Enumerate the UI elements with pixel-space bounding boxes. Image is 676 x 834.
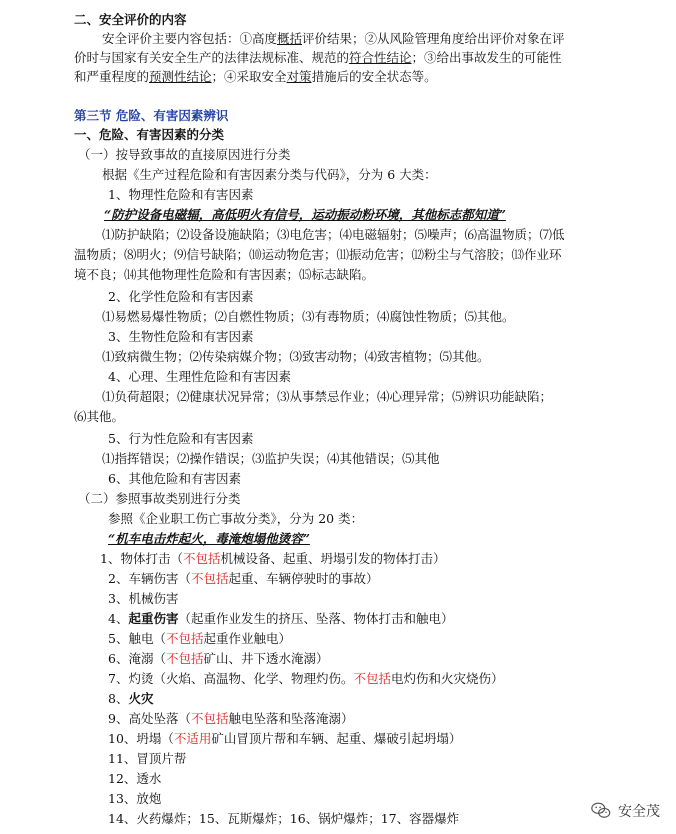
list-item: 13、放炮 xyxy=(108,791,162,806)
list-text: ⑴易燃易爆性物质；⑵自燃性物质；⑶有毒物质；⑷腐蚀性物质；⑸其他。 xyxy=(102,309,515,324)
list-item: 12、透水 xyxy=(108,771,162,786)
intro-text: 参照《企业职工伤亡事故分类》，分为 20 类： xyxy=(108,511,364,526)
list-text: ⑴指挥错误；⑵操作错误；⑶监护失误；⑷其他错误；⑸其他 xyxy=(102,451,440,466)
list-item: 11、冒顶片帮 xyxy=(108,751,187,766)
list-text: ⑴防护缺陷；⑵设备设施缺陷；⑶电危害；⑷电磁辐射；⑸噪声；⑹高温物质；⑺低 xyxy=(102,227,565,242)
section-heading: 二、安全评价的内容 xyxy=(74,12,187,27)
list-item: 6、淹溺（不包括矿山、井下透水淹溺） xyxy=(108,651,329,666)
list-text: ⑹其他。 xyxy=(74,409,125,424)
list-item: 14、火药爆炸；15、瓦斯爆炸；16、锅炉爆炸；17、容器爆炸 xyxy=(108,811,460,826)
category-heading: 3、生物性危险和有害因素 xyxy=(108,329,254,344)
list-item: 5、触电（不包括起重作业触电） xyxy=(108,631,291,646)
category-heading: 6、其他危险和有害因素 xyxy=(108,471,241,486)
subsection-heading: （二）参照事故类别进行分类 xyxy=(78,491,241,506)
list-text: ⑴负荷超限；⑵健康状况异常；⑶从事禁忌作业；⑷心理异常；⑸辨识功能缺陷； xyxy=(102,389,553,404)
section-heading: 一、危险、有害因素的分类 xyxy=(74,127,225,142)
list-item: 1、物体打击（不包括机械设备、起重、坍塌引发的物体打击） xyxy=(100,551,446,566)
list-item: 3、机械伤害 xyxy=(108,591,179,606)
list-item: 4、起重伤害（起重作业发生的挤压、坠落、物体打击和触电） xyxy=(108,611,454,626)
watermark xyxy=(590,800,660,822)
mnemonic: “机车电击炸起火，毒淹炮塌他烫容” xyxy=(108,531,310,546)
category-heading: 4、心理、生理性危险和有害因素 xyxy=(108,369,291,384)
category-heading: 5、行为性危险和有害因素 xyxy=(108,431,254,446)
list-item: 9、高处坠落（不包括触电坠落和坠落淹溺） xyxy=(108,711,354,726)
list-item: 2、车辆伤害（不包括起重、车辆停驶时的事故） xyxy=(108,571,379,586)
paragraph-line: 和严重程度的预测性结论；④采取安全对策措施后的安全状态等。 xyxy=(74,69,437,84)
mnemonic: “防护设备电磁辐，高低明火有信号，运动振动粉环境，其他标志都知道” xyxy=(104,207,506,222)
list-item: 7、灼烫（火焰、高温物、化学、物理灼伤。不包括电灼伤和火灾烧伤） xyxy=(108,671,504,686)
paragraph-line: 价时与国家有关安全生产的法律法规标准、规范的符合性结论；③给出事故发生的可能性 xyxy=(74,50,562,65)
list-item: 10、坍塌（不适用矿山冒顶片帮和车辆、起重、爆破引起坍塌） xyxy=(108,731,462,746)
category-heading: 2、化学性危险和有害因素 xyxy=(108,289,254,304)
chapter-heading: 第三节 危险、有害因素辨识 xyxy=(74,108,229,123)
list-text: 境不良；⒁其他物理性危险和有害因素；⒂标志缺陷。 xyxy=(74,267,375,282)
intro-text: 根据《生产过程危险和有害因素分类与代码》，分为 6 大类： xyxy=(102,167,437,182)
list-text: 温物质；⑻明火；⑼信号缺陷；⑽运动物危害；⑾振动危害；⑿粉尘与气溶胶；⒀作业环 xyxy=(74,247,562,262)
paragraph-line: 安全评价主要内容包括：①高度概括评价结果；②从风险管理角度给出评价对象在评 xyxy=(102,31,565,46)
list-text: ⑴致病微生物；⑵传染病媒介物；⑶致害动物；⑷致害植物；⑸其他。 xyxy=(102,349,490,364)
category-heading: 1、物理性危险和有害因素 xyxy=(108,187,254,202)
watermark-text: 安全茂 xyxy=(618,804,660,820)
subsection-heading: （一）按导致事故的直接原因进行分类 xyxy=(78,147,291,162)
list-item: 8、火灾 xyxy=(108,691,154,706)
wechat-icon xyxy=(590,800,612,822)
